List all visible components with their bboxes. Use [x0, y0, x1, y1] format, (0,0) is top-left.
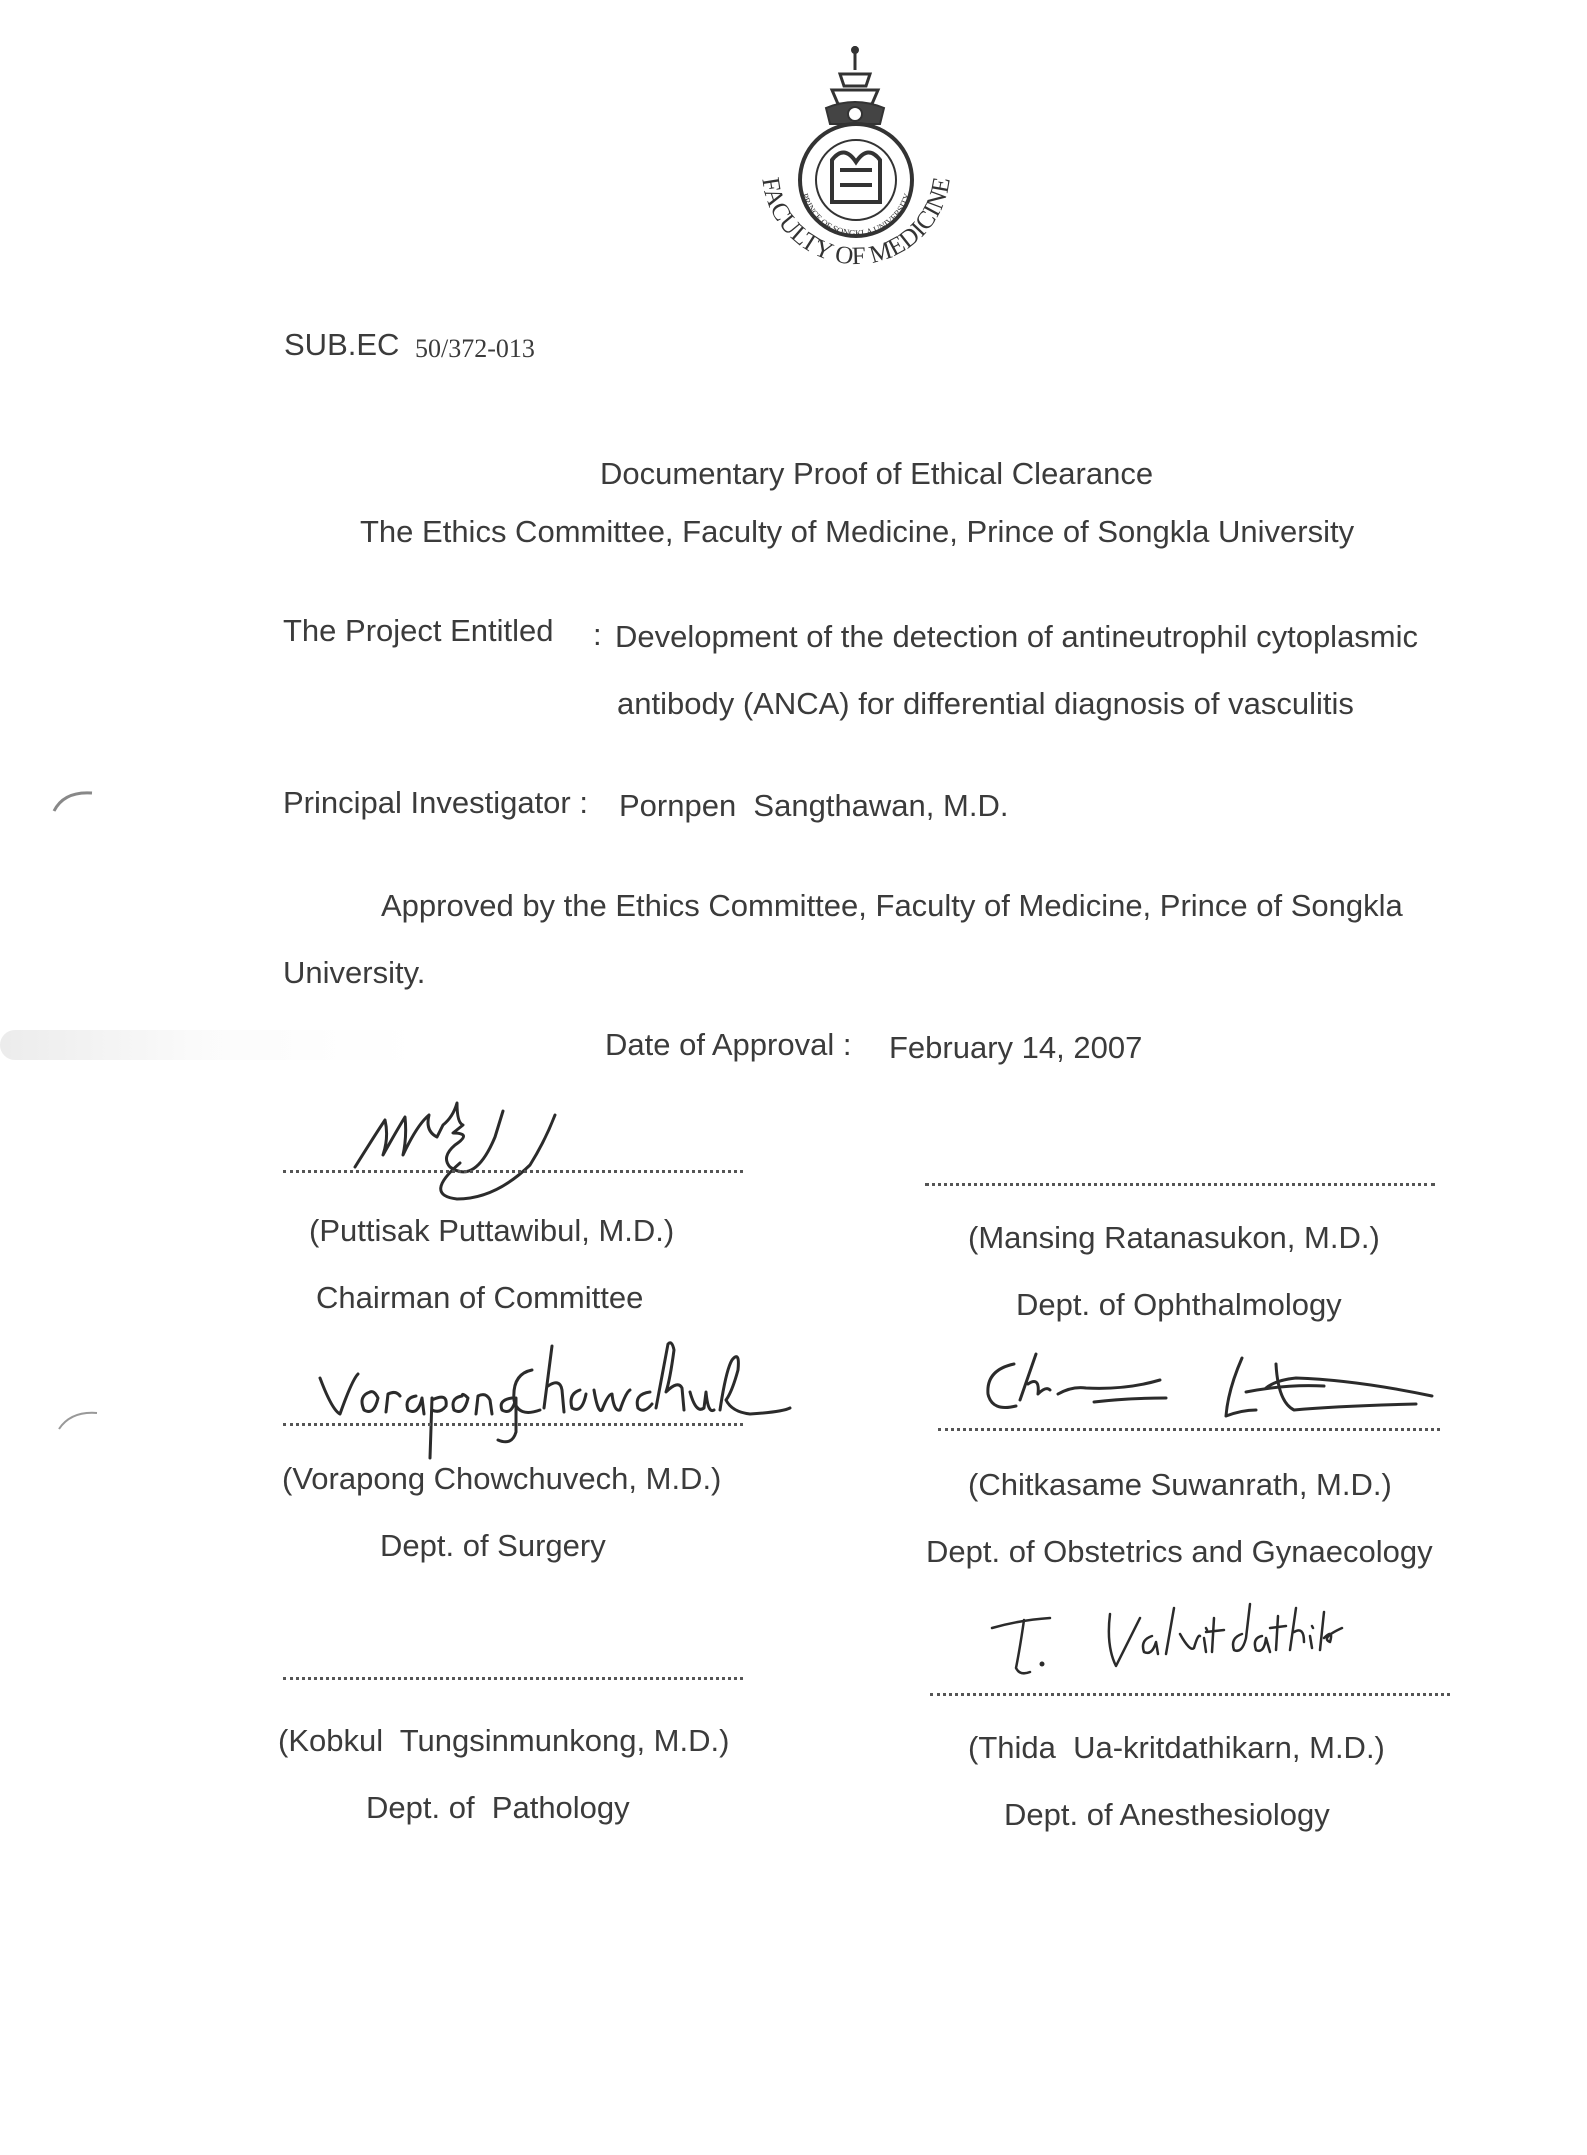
svg-text:FACULTY OF MEDICINE [756, 175, 955, 270]
signatory-role-ophthalmology: Dept. of Ophthalmology [1016, 1287, 1342, 1322]
approval-statement-line1: Approved by the Ethics Committee, Faculty of Medicine, Prince of Songkla [381, 888, 1403, 923]
signatory-name-obstetrics: (Chitkasame Suwanrath, M.D.) [968, 1467, 1392, 1502]
pi-label: Principal Investigator : [283, 785, 588, 820]
faculty-seal [740, 40, 970, 285]
punch-hole-mark-bottom [55, 1405, 105, 1435]
pi-name: Pornpen Sangthawan, M.D. [619, 788, 1009, 823]
scan-smudge [0, 1030, 420, 1060]
signatory-name-chairman: (Puttisak Puttawibul, M.D.) [309, 1213, 675, 1248]
signatory-role-pathology: Dept. of Pathology [366, 1790, 630, 1825]
punch-hole-mark-top [50, 785, 100, 815]
signatory-name-ophthalmology: (Mansing Ratanasukon, M.D.) [968, 1220, 1380, 1255]
signature-chairman [345, 1075, 585, 1215]
approval-date-label: Date of Approval : [605, 1027, 852, 1062]
seal-inner-text: PRINCE OF SONGKLA UNIVERSITY [799, 191, 913, 239]
project-label: The Project Entitled [283, 613, 554, 648]
project-title-line2: antibody (ANCA) for differential diagnosis of vasculitis [617, 686, 1354, 721]
signatory-role-surgery: Dept. of Surgery [380, 1528, 606, 1563]
signatory-role-anesthesiology: Dept. of Anesthesiology [1004, 1797, 1330, 1832]
signature-line-chairman [283, 1170, 743, 1173]
document-title: Documentary Proof of Ethical Clearance [600, 456, 1154, 491]
signature-surgery [312, 1340, 792, 1460]
signature-line-surgery [283, 1423, 743, 1426]
approval-statement-line2: University. [283, 955, 426, 990]
seal-outer-text: FACULTY OF MEDICINE [756, 175, 956, 271]
signatory-name-pathology: (Kobkul Tungsinmunkong, M.D.) [278, 1723, 730, 1758]
project-title-line1: Development of the detection of antineutrophil cytoplasmic [615, 619, 1419, 654]
signature-line-pathology [283, 1677, 743, 1680]
signatory-role-obstetrics: Dept. of Obstetrics and Gynaecology [926, 1534, 1433, 1569]
svg-text:PRINCE OF SONGKLA UNIVERSITY [800, 191, 912, 238]
signature-line-anesthesiology [930, 1693, 1450, 1696]
signatory-name-anesthesiology: (Thida Ua-kritdathikarn, M.D.) [968, 1730, 1385, 1765]
signature-anesthesiology [980, 1598, 1350, 1688]
approval-date-value: February 14, 2007 [889, 1030, 1143, 1065]
signatory-name-surgery: (Vorapong Chowchuvech, M.D.) [282, 1461, 722, 1496]
document-subtitle: The Ethics Committee, Faculty of Medicine, Prince of Songkla University [360, 514, 1355, 549]
signature-line-ophthalmology [925, 1183, 1435, 1186]
reference-prefix: SUB.EC [284, 327, 400, 362]
signature-line-obstetrics [938, 1428, 1440, 1431]
reference-number: 50/372-013 [415, 334, 535, 363]
signatory-role-chairman: Chairman of Committee [316, 1280, 644, 1315]
project-separator: : [593, 617, 602, 652]
